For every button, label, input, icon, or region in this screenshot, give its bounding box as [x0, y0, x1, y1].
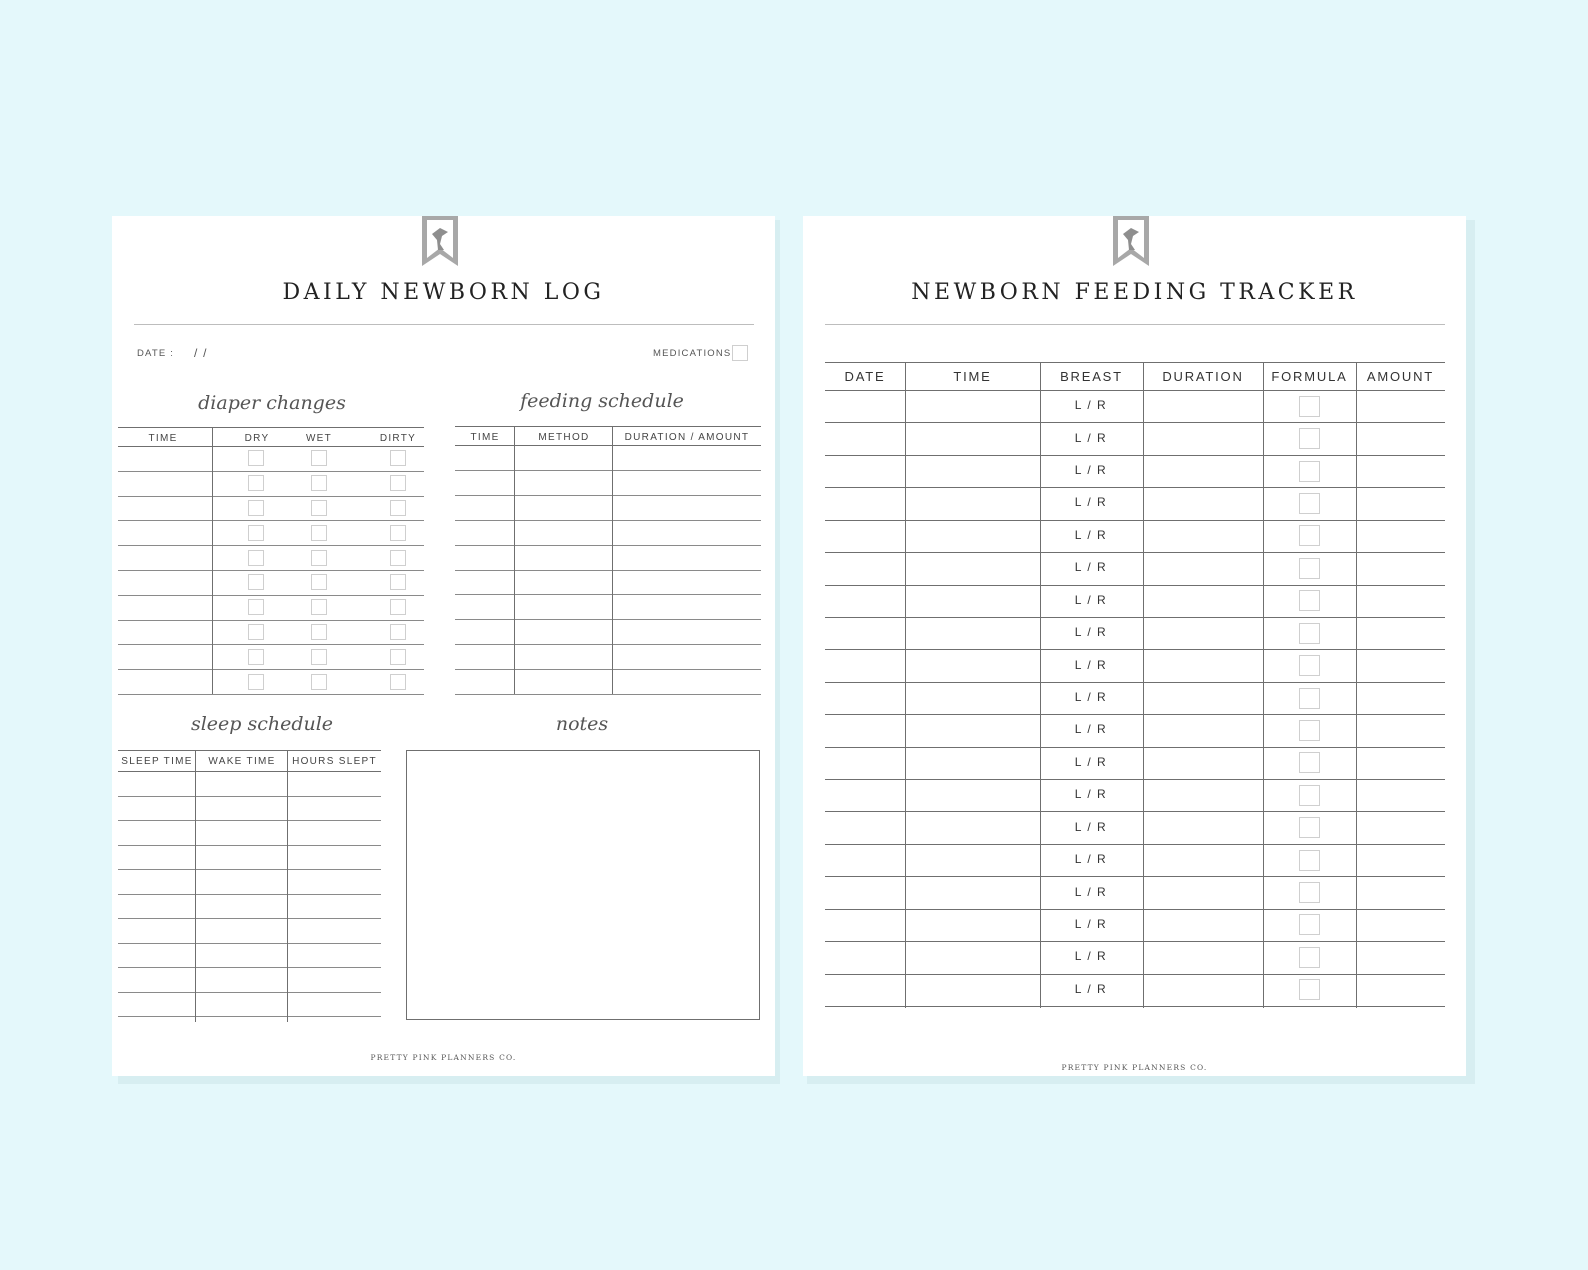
diaper-header-dry: DRY: [244, 433, 270, 444]
table-row: [118, 967, 381, 968]
diaper-header-wet: WET: [305, 433, 333, 444]
tracker-table-top: [825, 362, 1445, 363]
breast-side-value[interactable]: L / R: [1074, 787, 1108, 802]
breast-side-value[interactable]: L / R: [1074, 949, 1108, 964]
table-row: [825, 682, 1445, 683]
feeding-table-top: [455, 426, 761, 427]
daily-newborn-log-page: [112, 216, 775, 1076]
wet-checkbox[interactable]: [311, 475, 327, 491]
formula-checkbox[interactable]: [1299, 752, 1320, 773]
table-row: [455, 470, 761, 471]
formula-checkbox[interactable]: [1299, 590, 1320, 611]
table-row: [455, 520, 761, 521]
feeding-divider-2: [612, 426, 613, 694]
formula-checkbox[interactable]: [1299, 850, 1320, 871]
breast-side-value[interactable]: L / R: [1074, 592, 1108, 607]
feeding-divider-1: [514, 426, 515, 694]
stork-ribbon-icon: [422, 216, 458, 266]
medications-checkbox[interactable]: [732, 345, 748, 361]
wet-checkbox[interactable]: [311, 500, 327, 516]
diaper-header-time: TIME: [148, 433, 178, 444]
dry-checkbox[interactable]: [248, 500, 264, 516]
notes-box[interactable]: [406, 750, 760, 1020]
breast-side-value[interactable]: L / R: [1074, 916, 1108, 931]
tracker-divider-5: [1356, 362, 1357, 1008]
table-row: [118, 694, 424, 695]
table-row: [825, 422, 1445, 423]
formula-checkbox[interactable]: [1299, 493, 1320, 514]
sleep-table-top: [118, 750, 381, 751]
table-row: [455, 570, 761, 571]
sleep-header-rule: [118, 771, 381, 772]
dry-checkbox[interactable]: [248, 525, 264, 541]
dry-checkbox[interactable]: [248, 475, 264, 491]
sleep-header-hours-slept: HOURS SLEPT: [292, 756, 377, 767]
table-row: [825, 941, 1445, 942]
dirty-checkbox[interactable]: [390, 450, 406, 466]
formula-checkbox[interactable]: [1299, 785, 1320, 806]
wet-checkbox[interactable]: [311, 599, 327, 615]
dirty-checkbox[interactable]: [390, 550, 406, 566]
table-row: [118, 918, 381, 919]
formula-checkbox[interactable]: [1299, 461, 1320, 482]
tracker-header-formula: FORMULA: [1271, 369, 1348, 384]
dirty-checkbox[interactable]: [390, 574, 406, 590]
breast-side-value[interactable]: L / R: [1074, 884, 1108, 899]
sleep-schedule-title: sleep schedule: [190, 713, 334, 735]
dry-checkbox[interactable]: [248, 550, 264, 566]
table-row: [455, 545, 761, 546]
table-row: [825, 747, 1445, 748]
tracker-divider-3: [1143, 362, 1144, 1008]
diaper-header-rule: [118, 446, 424, 447]
table-row: [825, 844, 1445, 845]
table-row: [825, 811, 1445, 812]
breast-side-value[interactable]: L / R: [1074, 398, 1108, 413]
formula-checkbox[interactable]: [1299, 525, 1320, 546]
table-row: [455, 694, 761, 695]
dirty-checkbox[interactable]: [390, 475, 406, 491]
formula-checkbox[interactable]: [1299, 947, 1320, 968]
diaper-changes-title: diaper changes: [198, 392, 346, 414]
breast-side-value[interactable]: L / R: [1074, 722, 1108, 737]
dry-checkbox[interactable]: [248, 450, 264, 466]
table-row: [825, 520, 1445, 521]
table-row: [118, 894, 381, 895]
breast-side-value[interactable]: L / R: [1074, 852, 1108, 867]
page-title: DAILY NEWBORN LOG: [282, 280, 605, 305]
table-row: [118, 496, 424, 497]
table-row: [118, 1016, 381, 1017]
sleep-divider-2: [287, 750, 288, 1022]
table-row: [118, 471, 424, 472]
breast-side-value[interactable]: L / R: [1074, 754, 1108, 769]
table-row: [455, 495, 761, 496]
table-row: [825, 585, 1445, 586]
dirty-checkbox[interactable]: [390, 624, 406, 640]
formula-checkbox[interactable]: [1299, 720, 1320, 741]
table-row: [825, 455, 1445, 456]
wet-checkbox[interactable]: [311, 574, 327, 590]
table-row: [825, 876, 1445, 877]
table-row: [118, 796, 381, 797]
diaper-table-top: [118, 427, 424, 428]
breast-side-value[interactable]: L / R: [1074, 819, 1108, 834]
breast-side-value[interactable]: L / R: [1074, 625, 1108, 640]
page-title: NEWBORN FEEDING TRACKER: [911, 280, 1358, 305]
dry-checkbox[interactable]: [248, 574, 264, 590]
formula-checkbox[interactable]: [1299, 817, 1320, 838]
table-row: [455, 594, 761, 595]
breast-side-value[interactable]: L / R: [1074, 657, 1108, 672]
tracker-divider-2: [1040, 362, 1041, 1008]
tracker-header-date: DATE: [844, 369, 886, 384]
breast-side-value[interactable]: L / R: [1074, 430, 1108, 445]
table-row: [118, 992, 381, 993]
tracker-header-amount: AMOUNT: [1366, 369, 1435, 384]
formula-checkbox[interactable]: [1299, 979, 1320, 1000]
table-row: [118, 570, 424, 571]
table-row: [825, 714, 1445, 715]
table-row: [825, 974, 1445, 975]
table-row: [825, 487, 1445, 488]
feeding-header-rule: [455, 445, 761, 446]
table-row: [455, 644, 761, 645]
sleep-divider-1: [195, 750, 196, 1022]
table-row: [118, 595, 424, 596]
dirty-checkbox[interactable]: [390, 674, 406, 690]
table-row: [118, 545, 424, 546]
tracker-header-rule: [825, 390, 1445, 391]
page-footer: PRETTY PINK PLANNERS CO.: [1061, 1063, 1208, 1072]
table-row: [118, 943, 381, 944]
feeding-header-method: METHOD: [538, 432, 590, 443]
wet-checkbox[interactable]: [311, 550, 327, 566]
feeding-header-time: TIME: [470, 432, 500, 443]
dirty-checkbox[interactable]: [390, 649, 406, 665]
newborn-feeding-tracker-page: [803, 216, 1466, 1076]
table-row: [825, 617, 1445, 618]
dry-checkbox[interactable]: [248, 599, 264, 615]
table-row: [118, 644, 424, 645]
table-row: [118, 620, 424, 621]
dry-checkbox[interactable]: [248, 674, 264, 690]
breast-side-value[interactable]: L / R: [1074, 463, 1108, 478]
notes-title: notes: [555, 713, 609, 735]
medications-label: MEDICATIONS: [653, 348, 732, 359]
diaper-divider: [212, 427, 213, 694]
breast-side-value[interactable]: L / R: [1074, 560, 1108, 575]
breast-side-value[interactable]: L / R: [1074, 495, 1108, 510]
table-row: [825, 909, 1445, 910]
table-row: [825, 779, 1445, 780]
wet-checkbox[interactable]: [311, 624, 327, 640]
dirty-checkbox[interactable]: [390, 525, 406, 541]
dry-checkbox[interactable]: [248, 624, 264, 640]
table-row: [118, 869, 381, 870]
table-row: [455, 619, 761, 620]
formula-checkbox[interactable]: [1299, 914, 1320, 935]
page-footer: PRETTY PINK PLANNERS CO.: [370, 1053, 517, 1062]
tracker-divider-1: [905, 362, 906, 1008]
formula-checkbox[interactable]: [1299, 882, 1320, 903]
breast-side-value[interactable]: L / R: [1074, 981, 1108, 996]
feeding-header-duration: DURATION / AMOUNT: [624, 432, 750, 443]
tracker-divider-4: [1263, 362, 1264, 1008]
table-row: [825, 649, 1445, 650]
feeding-schedule-title: feeding schedule: [520, 390, 684, 412]
title-rule: [134, 324, 754, 325]
sleep-header-wake-time: WAKE TIME: [208, 756, 276, 767]
table-row: [455, 669, 761, 670]
tracker-header-breast: BREAST: [1060, 369, 1123, 384]
date-slashes: / /: [194, 346, 208, 360]
date-label: DATE :: [137, 348, 175, 359]
breast-side-value[interactable]: L / R: [1074, 690, 1108, 704]
tracker-header-time: TIME: [953, 369, 992, 384]
table-row: [825, 552, 1445, 553]
dry-checkbox[interactable]: [248, 649, 264, 665]
formula-checkbox[interactable]: [1299, 396, 1320, 417]
sleep-header-sleep-time: SLEEP TIME: [121, 756, 193, 767]
table-row: [118, 669, 424, 670]
title-rule: [825, 324, 1445, 325]
wet-checkbox[interactable]: [311, 525, 327, 541]
dirty-checkbox[interactable]: [390, 599, 406, 615]
formula-checkbox[interactable]: [1299, 688, 1320, 709]
breast-side-value[interactable]: L / R: [1074, 527, 1108, 542]
table-row: [118, 845, 381, 846]
table-row: [118, 820, 381, 821]
wet-checkbox[interactable]: [311, 450, 327, 466]
formula-checkbox[interactable]: [1299, 428, 1320, 449]
formula-checkbox[interactable]: [1299, 558, 1320, 579]
stork-ribbon-icon: [1113, 216, 1149, 266]
wet-checkbox[interactable]: [311, 649, 327, 665]
formula-checkbox[interactable]: [1299, 623, 1320, 644]
table-row: [825, 1006, 1445, 1007]
tracker-header-duration: DURATION: [1162, 369, 1244, 384]
dirty-checkbox[interactable]: [390, 500, 406, 516]
table-row: [118, 520, 424, 521]
diaper-header-dirty: DIRTY: [379, 433, 417, 444]
wet-checkbox[interactable]: [311, 674, 327, 690]
formula-checkbox[interactable]: [1299, 655, 1320, 676]
